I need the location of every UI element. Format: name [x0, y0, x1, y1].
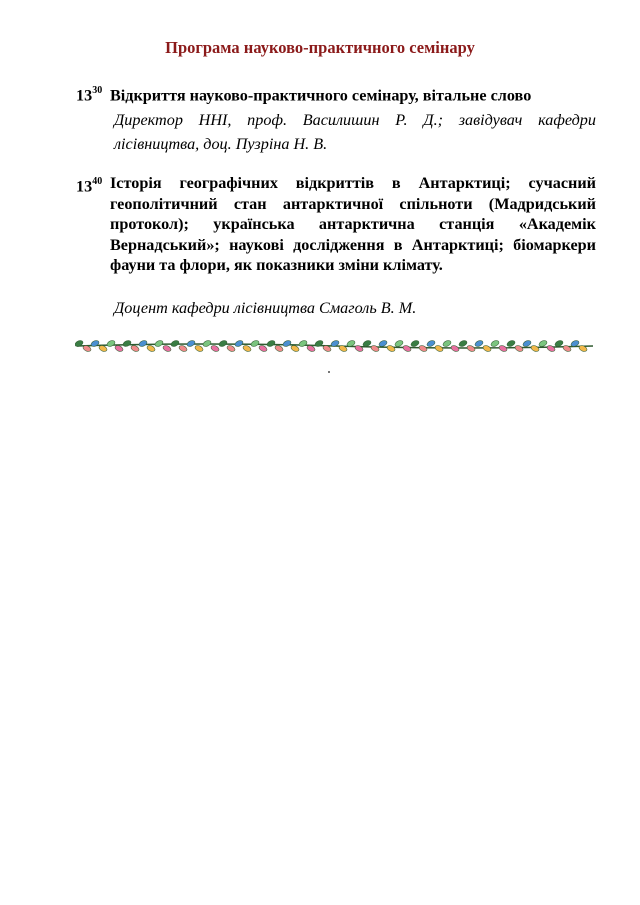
garland-leaf: [186, 339, 196, 347]
garland-leaf: [106, 339, 116, 347]
garland-leaf: [442, 339, 452, 347]
garland-leaf: [426, 339, 436, 347]
garland-leaf: [258, 344, 268, 352]
garland-leaf: [234, 339, 244, 347]
garland-leaf: [458, 339, 468, 347]
garland-leaf: [154, 339, 164, 347]
time-label: $13^{30}$: [76, 85, 103, 105]
garland-leaf: [138, 339, 148, 347]
garland-leaf: [402, 344, 412, 352]
program-item-text: Відкриття науково-практичного семінару, вітальне слово: [110, 86, 532, 105]
page-dot: [328, 371, 330, 373]
speaker-note: Доцент кафедри лісівництва Смаголь В. М.: [114, 298, 417, 317]
time-label: $13^{40}$: [76, 176, 103, 196]
garland-leaf: [538, 339, 548, 347]
garland-leaf: [146, 344, 156, 352]
garland-leaf: [562, 344, 572, 352]
garland-leaf: [394, 339, 404, 347]
garland-leaf: [546, 344, 556, 352]
garland-leaf: [354, 344, 364, 352]
garland-leaf: [218, 339, 228, 347]
garland-leaf: [130, 344, 140, 352]
garland-leaf: [370, 344, 380, 352]
garland-leaf: [482, 344, 492, 352]
garland-leaf: [274, 344, 284, 352]
garland-leaf: [474, 339, 484, 347]
garland-leaf: [202, 339, 212, 347]
garland-leaf: [490, 339, 500, 347]
garland-leaf: [506, 339, 516, 347]
garland-leaf: [314, 339, 324, 347]
garland-leaf: [530, 344, 540, 352]
program-item-text: Історія географічних відкриттів в Антарктиці; сучасний геополітичний стан антарктичної спільноти (Мадридський протокол); українська антарктична станція «Академік Вернадський»; наукові дослідження в Антарктиці; біомаркери фауни та флори, як показники зміни клімату.: [110, 174, 596, 274]
garland-leaf: [242, 344, 252, 352]
program-item-heading: [76, 82, 596, 105]
garland-leaf: [450, 344, 460, 352]
garland-leaf: [386, 344, 396, 352]
program-item-1: [76, 82, 596, 156]
garland-leaf: [466, 344, 476, 352]
garland-leaf: [418, 344, 428, 352]
garland-leaf: [410, 339, 420, 347]
speaker-note: Директор ННІ, проф. Василишин Р. Д.; завідувач кафедри лісівництва, доц. Пузріна Н. В.: [114, 111, 596, 154]
garland-leaf: [298, 339, 308, 347]
decorative-garland: [75, 338, 595, 354]
garland-leaf: [282, 339, 292, 347]
garland-leaf: [170, 339, 180, 347]
garland-leaf: [434, 344, 444, 352]
garland-leaf: [498, 344, 508, 352]
garland-leaf: [522, 339, 532, 347]
garland-leaf: [90, 339, 100, 347]
garland-leaf: [250, 339, 260, 347]
garland-leaf: [514, 344, 524, 352]
garland-leaf: [122, 339, 132, 347]
garland-leaf: [226, 344, 236, 352]
garland-leaf: [266, 339, 276, 347]
garland-leaf: [178, 344, 188, 352]
garland-leaf: [194, 344, 204, 352]
program-item-heading: [76, 173, 596, 276]
page-title: Програма науково-практичного семінару: [165, 38, 475, 57]
garland-leaf: [210, 344, 220, 352]
garland-leaf: [162, 344, 172, 352]
program-item-2: [76, 173, 596, 320]
